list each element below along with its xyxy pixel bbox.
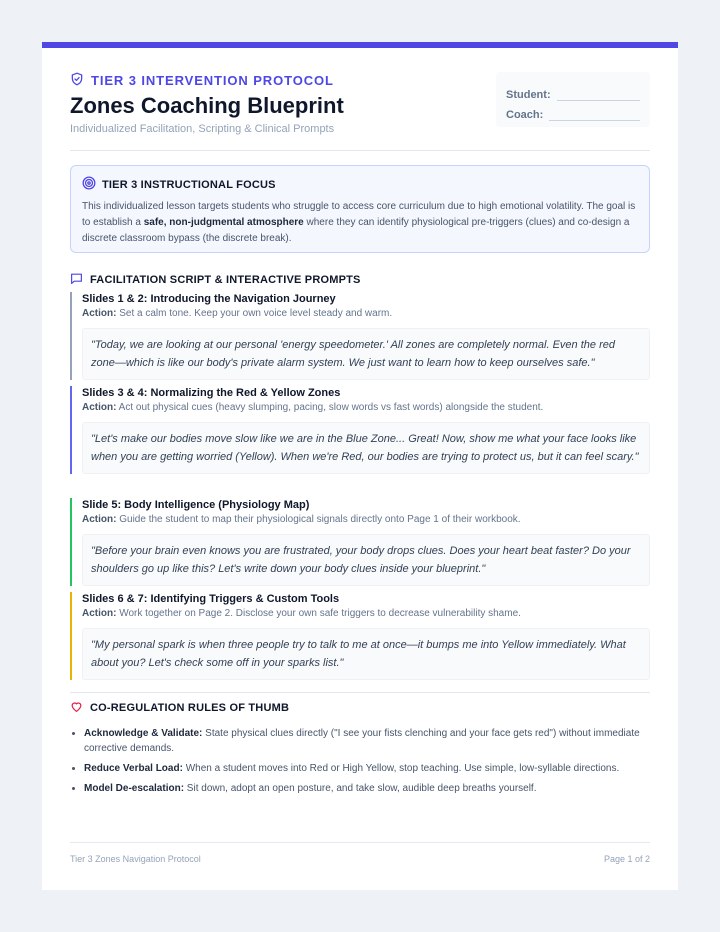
student-coach-box [496,72,650,127]
instructional-focus-box [70,165,650,253]
slide-block [70,592,650,680]
header-divider [70,150,650,151]
slide-action [82,307,650,321]
page-title: Zones Coaching Blueprint [70,93,344,118]
focus-title-text: TIER 3 INSTRUCTIONAL FOCUS [102,178,276,191]
script-section-title [70,272,650,288]
focus-text [82,199,638,247]
page-footer [70,854,650,864]
focus-text-bold: safe, non-judgmental atmosphere [143,217,304,228]
coach-field[interactable] [506,101,640,121]
rule-text: Sit down, adopt an open posture, and take slow, audible deep breaths yourself. [184,783,537,794]
action-text: Act out physical cues (heavy slumping, pacing, slow words vs fast words) alongside the student. [116,402,544,413]
slide-accent-bar [70,498,72,586]
document-page [42,42,678,890]
slide-block [70,386,650,474]
document-header [70,72,650,152]
action-text: Work together on Page 2. Disclose your own safe triggers to decrease vulnerability shame. [116,608,521,619]
action-label: Action: [82,308,117,319]
action-label: Action: [82,402,117,413]
slide-block [70,292,650,380]
rules-title [70,700,650,716]
list-item [84,781,650,796]
slide-title: Slides 3 & 4: Normalizing the Red & Yellow Zones [82,387,341,399]
slide-accent-bar [70,386,72,474]
slide-accent-bar [70,292,72,380]
focus-text-part: This individualized lesson targets students who struggle to access core curriculum due to high emotional volatility. The goal is to establish a [82,201,636,228]
student-line[interactable] [557,89,640,101]
slide-quote: "Today, we are looking at our personal 'energy speedometer.' All zones are completely normal. Even the red zone—which is like our body's private alarm system. We just want to learn how to keep ourselves safe." [82,328,650,380]
section-divider [70,692,650,693]
action-text: Guide the student to map their physiological signals directly onto Page 1 of their workbook. [116,514,521,525]
rule-text: When a student moves into Red or High Yellow, stop teaching. Use simple, low-syllable directions. [182,763,620,774]
action-label: Action: [82,608,117,619]
slide-action [82,607,650,621]
page-number: Page 1 of 2 [603,854,650,864]
chat-icon [70,272,83,288]
student-label: Student: [506,89,551,101]
rules-list [70,726,650,796]
slide-accent-bar [70,592,72,680]
focus-title [82,176,638,193]
slide-action [82,401,650,415]
focus-text-part: where they can identify physiological pre-triggers (clues) and co-design a discrete classroom bypass (the discrete break). [82,217,630,244]
eyebrow-text: TIER 3 INTERVENTION PROTOCOL [91,73,334,88]
script-title-text: FACILITATION SCRIPT & INTERACTIVE PROMPTS [90,274,361,286]
action-label: Action: [82,514,117,525]
rule-label: Acknowledge & Validate: [84,728,203,739]
coach-label: Coach: [506,109,544,121]
footer-title: Tier 3 Zones Navigation Protocol [70,854,201,864]
slide-title: Slide 5: Body Intelligence (Physiology Map) [82,499,310,511]
action-text: Set a calm tone. Keep your own voice level steady and warm. [116,308,393,319]
rules-title-text: CO-REGULATION RULES OF THUMB [90,702,290,714]
heart-icon [70,700,83,716]
coregulation-rules [70,700,650,801]
slide-quote: "Before your brain even knows you are frustrated, your body drops clues. Does your heart beat faster? Do your shoulders go up like this? Let's write down your body clues inside your blueprint." [82,534,650,586]
list-item [84,726,650,756]
slide-block [70,498,650,586]
slide-quote: "Let's make our bodies move slow like we are in the Blue Zone... Great! Now, show me what your face looks like when you are getting worried (Yellow). When we're Red, our bodies are trying to protect us, but it can feel scary." [82,422,650,474]
coach-line[interactable] [549,109,640,121]
footer-divider [70,842,650,843]
shield-icon [70,72,84,89]
rule-label: Model De-escalation: [84,783,185,794]
slide-title: Slides 1 & 2: Introducing the Navigation Journey [82,293,336,305]
page-subtitle: Individualized Facilitation, Scripting & Clinical Prompts [70,123,335,135]
slide-quote: "My personal spark is when three people try to talk to me at once—it bumps me into Yellow immediately. What about you? Let's check some off in your sparks list." [82,628,650,680]
student-field[interactable] [506,81,640,101]
rule-label: Reduce Verbal Load: [84,763,183,774]
slide-title: Slides 6 & 7: Identifying Triggers & Custom Tools [82,593,340,605]
list-item [84,761,650,776]
target-icon [82,176,96,193]
rule-text: State physical clues directly ("I see your fists clenching and your face gets red") without immediate corrective demands. [84,728,640,754]
slide-action [82,513,650,527]
